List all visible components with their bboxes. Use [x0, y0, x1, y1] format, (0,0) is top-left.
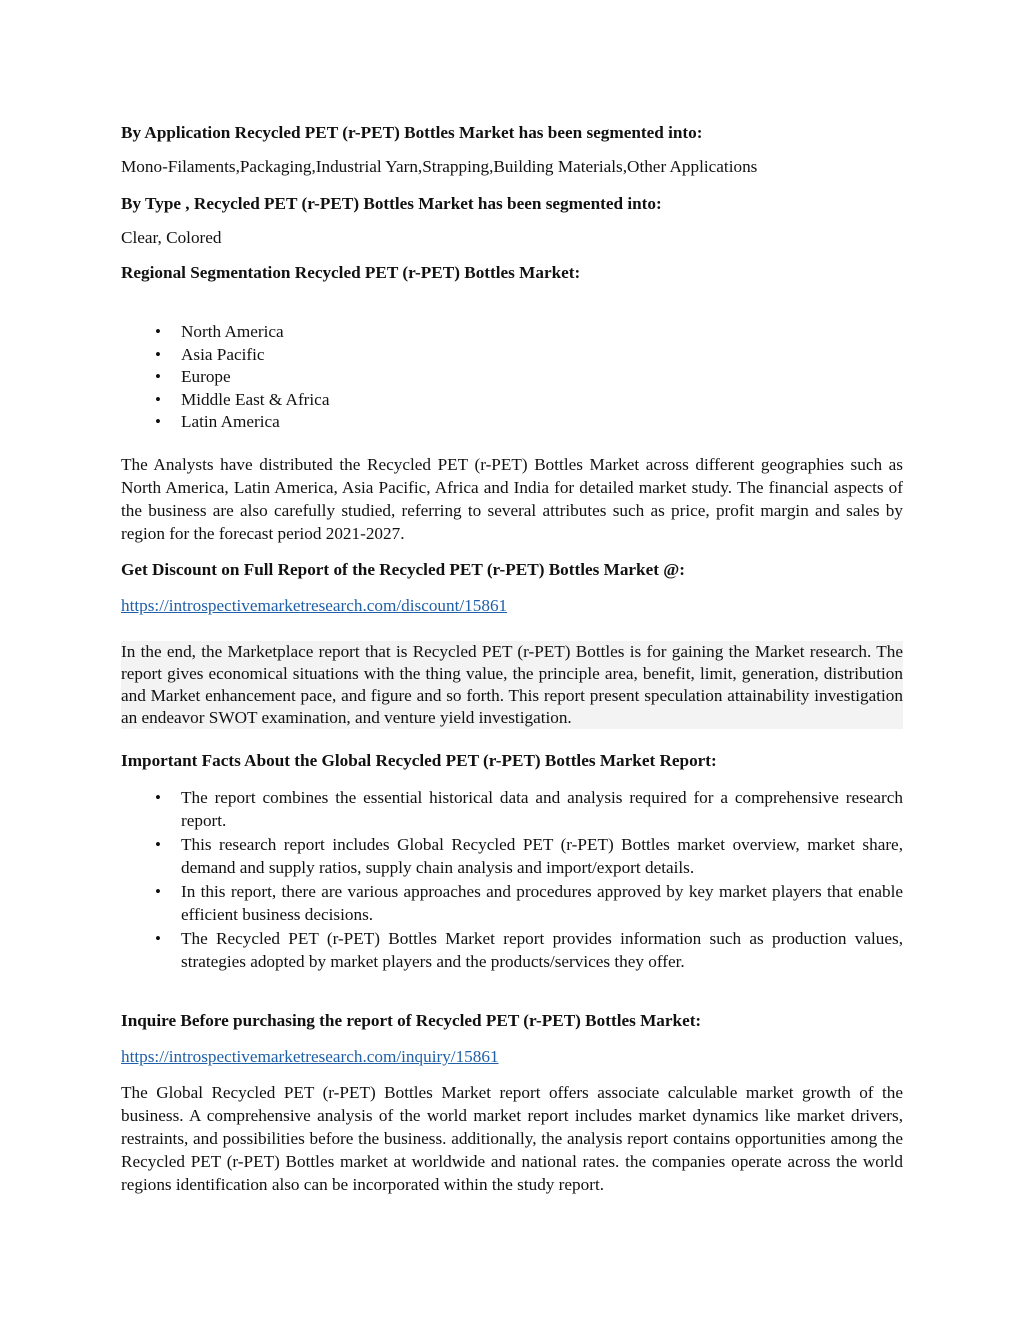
- global-market-paragraph: The Global Recycled PET (r-PET) Bottles Market report offers associate calculable market growth of the business. A comprehensive analysis of the world market report includes market dynamics like market drivers, restraints, and possibilities before the business. additionally, the analysis report contains opportunities among the Recycled PET (r-PET) Bottles market at worldwide and national rates. the companies operate across the world regions identification also can be incorporated within the study report.: [121, 1083, 903, 1194]
- regions-list: [121, 321, 903, 434]
- heading-by-type: By Type , Recycled PET (r-PET) Bottles Market has been segmented into:: [121, 194, 662, 213]
- heading-by-application: By Application Recycled PET (r-PET) Bottles Market has been segmented into:: [121, 123, 703, 142]
- list-item: • The report combines the essential historical data and analysis required for a comprehensive research report.: [121, 786, 903, 832]
- list-item: • Asia Pacific: [121, 344, 903, 367]
- heading-inquire-before-purchasing: Inquire Before purchasing the report of Recycled PET (r-PET) Bottles Market:: [121, 1011, 702, 1030]
- list-item: • Europe: [121, 366, 903, 389]
- types-list-text: Clear, Colored: [121, 228, 222, 247]
- heading-regional-segmentation: Regional Segmentation Recycled PET (r-PET) Bottles Market:: [121, 263, 581, 282]
- facts-list: [121, 786, 903, 974]
- heading-get-discount: Get Discount on Full Report of the Recycled PET (r-PET) Bottles Market @:: [121, 560, 685, 579]
- inquiry-link[interactable]: https://introspectivemarketresearch.com/inquiry/15861: [121, 1047, 499, 1066]
- analysts-paragraph: The Analysts have distributed the Recycled PET (r-PET) Bottles Market across different geographies such as North America, Latin America, Asia Pacific, Africa and India for detailed market study. The financial aspects of the business are also carefully studied, referring to several attributes such as price, profit margin and sales by region for the forecast period 2021-2027.: [121, 455, 903, 543]
- applications-list-text: Mono-Filaments,Packaging,Industrial Yarn,Strapping,Building Materials,Other Applications: [121, 157, 758, 176]
- heading-important-facts: Important Facts About the Global Recycled PET (r-PET) Bottles Market Report:: [121, 751, 717, 770]
- list-item: • This research report includes Global Recycled PET (r-PET) Bottles market overview, market share, demand and supply ratios, supply chain analysis and import/export details.: [121, 833, 903, 879]
- end-paragraph: In the end, the Marketplace report that is Recycled PET (r-PET) Bottles is for gaining the Market research. The report gives economical situations with the thing value, the principle area, benefit, limit, generation, distribution and Market enhancement pace, and figure and so forth. This report present speculation attainability investigation an endeavor SWOT examination, and venture yield investigation.: [121, 642, 903, 727]
- list-item: • The Recycled PET (r-PET) Bottles Market report provides information such as production values, strategies adopted by market players and the products/services they offer.: [121, 927, 903, 973]
- list-item: • Latin America: [121, 411, 903, 434]
- list-item: • Middle East & Africa: [121, 389, 903, 412]
- list-item: • North America: [121, 321, 903, 344]
- list-item: • In this report, there are various approaches and procedures approved by key market players that enable efficient business decisions.: [121, 880, 903, 926]
- discount-link[interactable]: https://introspectivemarketresearch.com/discount/15861: [121, 596, 508, 615]
